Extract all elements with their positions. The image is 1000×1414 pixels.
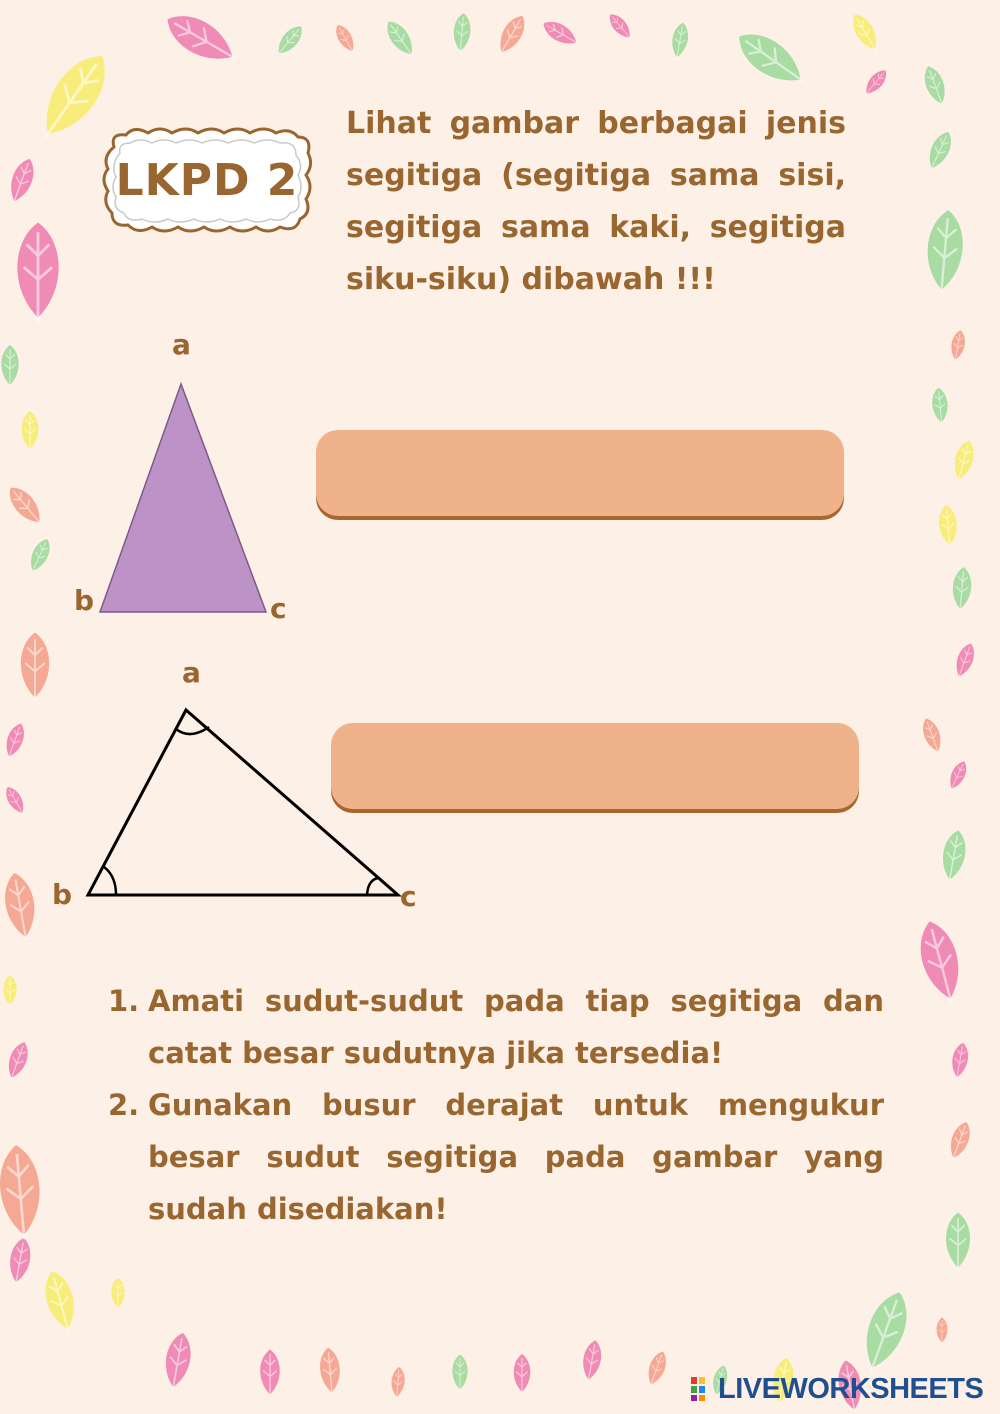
leaf-icon	[951, 566, 973, 612]
answer-box-triangle-2[interactable]	[331, 723, 859, 809]
leaf-icon	[950, 438, 978, 483]
leaf-icon	[1, 721, 28, 761]
instruction-item	[108, 1079, 884, 1235]
leaf-icon	[951, 641, 978, 681]
leaf-icon	[0, 871, 40, 943]
leaf-icon	[919, 716, 946, 756]
leaf-icon	[855, 1286, 916, 1377]
leaf-icon	[4, 156, 39, 207]
answer-box-triangle-1[interactable]	[316, 430, 844, 516]
triangle-1-vertex-a: a	[172, 328, 191, 361]
leaf-icon	[945, 759, 970, 793]
leaf-icon	[937, 1318, 948, 1344]
leaf-icon	[539, 16, 582, 50]
leaf-icon	[913, 917, 968, 1007]
leaf-icon	[452, 1355, 467, 1392]
leaf-icon	[931, 387, 949, 425]
instruction-text: Gunakan busur derajat untuk mengukur besar sudut segitiga pada gambar yang sudah disediakan!	[148, 1088, 884, 1226]
leaf-icon	[17, 223, 58, 323]
intro-instruction: Lihat gambar berbagai jenis segitiga (segitiga sama sisi, segitiga sama kaki, segitiga siku-siku) dibawah !!!	[346, 106, 846, 297]
leaf-icon	[1, 345, 18, 387]
leaf-icon	[669, 21, 690, 60]
leaf-icon	[25, 536, 54, 576]
leaf-icon	[3, 481, 48, 530]
leaf-icon	[318, 1347, 342, 1396]
leaf-icon	[938, 504, 959, 547]
leaf-icon	[159, 5, 244, 73]
leaf-icon	[272, 22, 307, 60]
leaf-icon	[21, 633, 49, 701]
leaf-icon	[643, 1349, 670, 1389]
instruction-item	[108, 975, 884, 1079]
leaf-icon	[860, 66, 890, 99]
leaf-icon	[260, 1350, 280, 1397]
logo-text: LIVEWORKSHEETS	[718, 1372, 984, 1405]
instruction-number: 2.	[108, 1088, 140, 1122]
leaf-icon	[605, 10, 635, 43]
leaf-icon	[452, 12, 472, 53]
leaf-icon	[493, 11, 531, 58]
isosceles-triangle-figure	[96, 380, 270, 616]
leaf-icon	[2, 784, 29, 818]
leaf-icon	[945, 1119, 974, 1162]
leaf-icon	[949, 329, 967, 362]
leaf-icon	[923, 128, 957, 173]
triangle-1-vertex-c: c	[270, 592, 287, 625]
leaf-icon	[946, 1213, 970, 1271]
instruction-text: Amati sudut-sudut pada tiap segitiga dan catat besar sudutnya jika tersedia!	[148, 984, 884, 1070]
triangle-2-vertex-b: b	[52, 878, 73, 911]
leaf-icon	[332, 22, 359, 56]
leaf-icon	[847, 10, 883, 55]
leaf-icon	[0, 1143, 44, 1241]
leaf-icon	[3, 975, 16, 1007]
triangle-2-vertex-a: a	[182, 656, 201, 689]
leaf-icon	[161, 1331, 195, 1392]
leaf-icon	[949, 1041, 970, 1080]
leaf-icon	[730, 23, 813, 95]
leaf-icon	[6, 1236, 33, 1286]
leaf-icon	[111, 1278, 124, 1310]
instruction-list	[108, 975, 884, 1235]
instruction-number: 1.	[108, 984, 140, 1018]
leaf-icon	[939, 828, 970, 883]
liveworksheets-logo[interactable]	[690, 1372, 983, 1406]
title-badge	[100, 125, 314, 235]
leaf-icon	[390, 1366, 406, 1399]
leaf-icon	[40, 1268, 82, 1336]
leaf-icon	[580, 1339, 604, 1383]
page-title: LKPD 2	[115, 154, 299, 206]
leaf-icon	[924, 209, 966, 296]
leaf-icon	[920, 63, 951, 108]
liveworksheets-logo-icon	[690, 1376, 714, 1402]
leaf-icon	[514, 1354, 531, 1394]
triangle-1-vertex-b: b	[74, 584, 95, 617]
leaf-icon	[3, 1039, 32, 1082]
leaf-icon	[22, 411, 39, 451]
triangle-2-vertex-c: c	[400, 880, 417, 913]
leaf-icon	[381, 17, 419, 61]
